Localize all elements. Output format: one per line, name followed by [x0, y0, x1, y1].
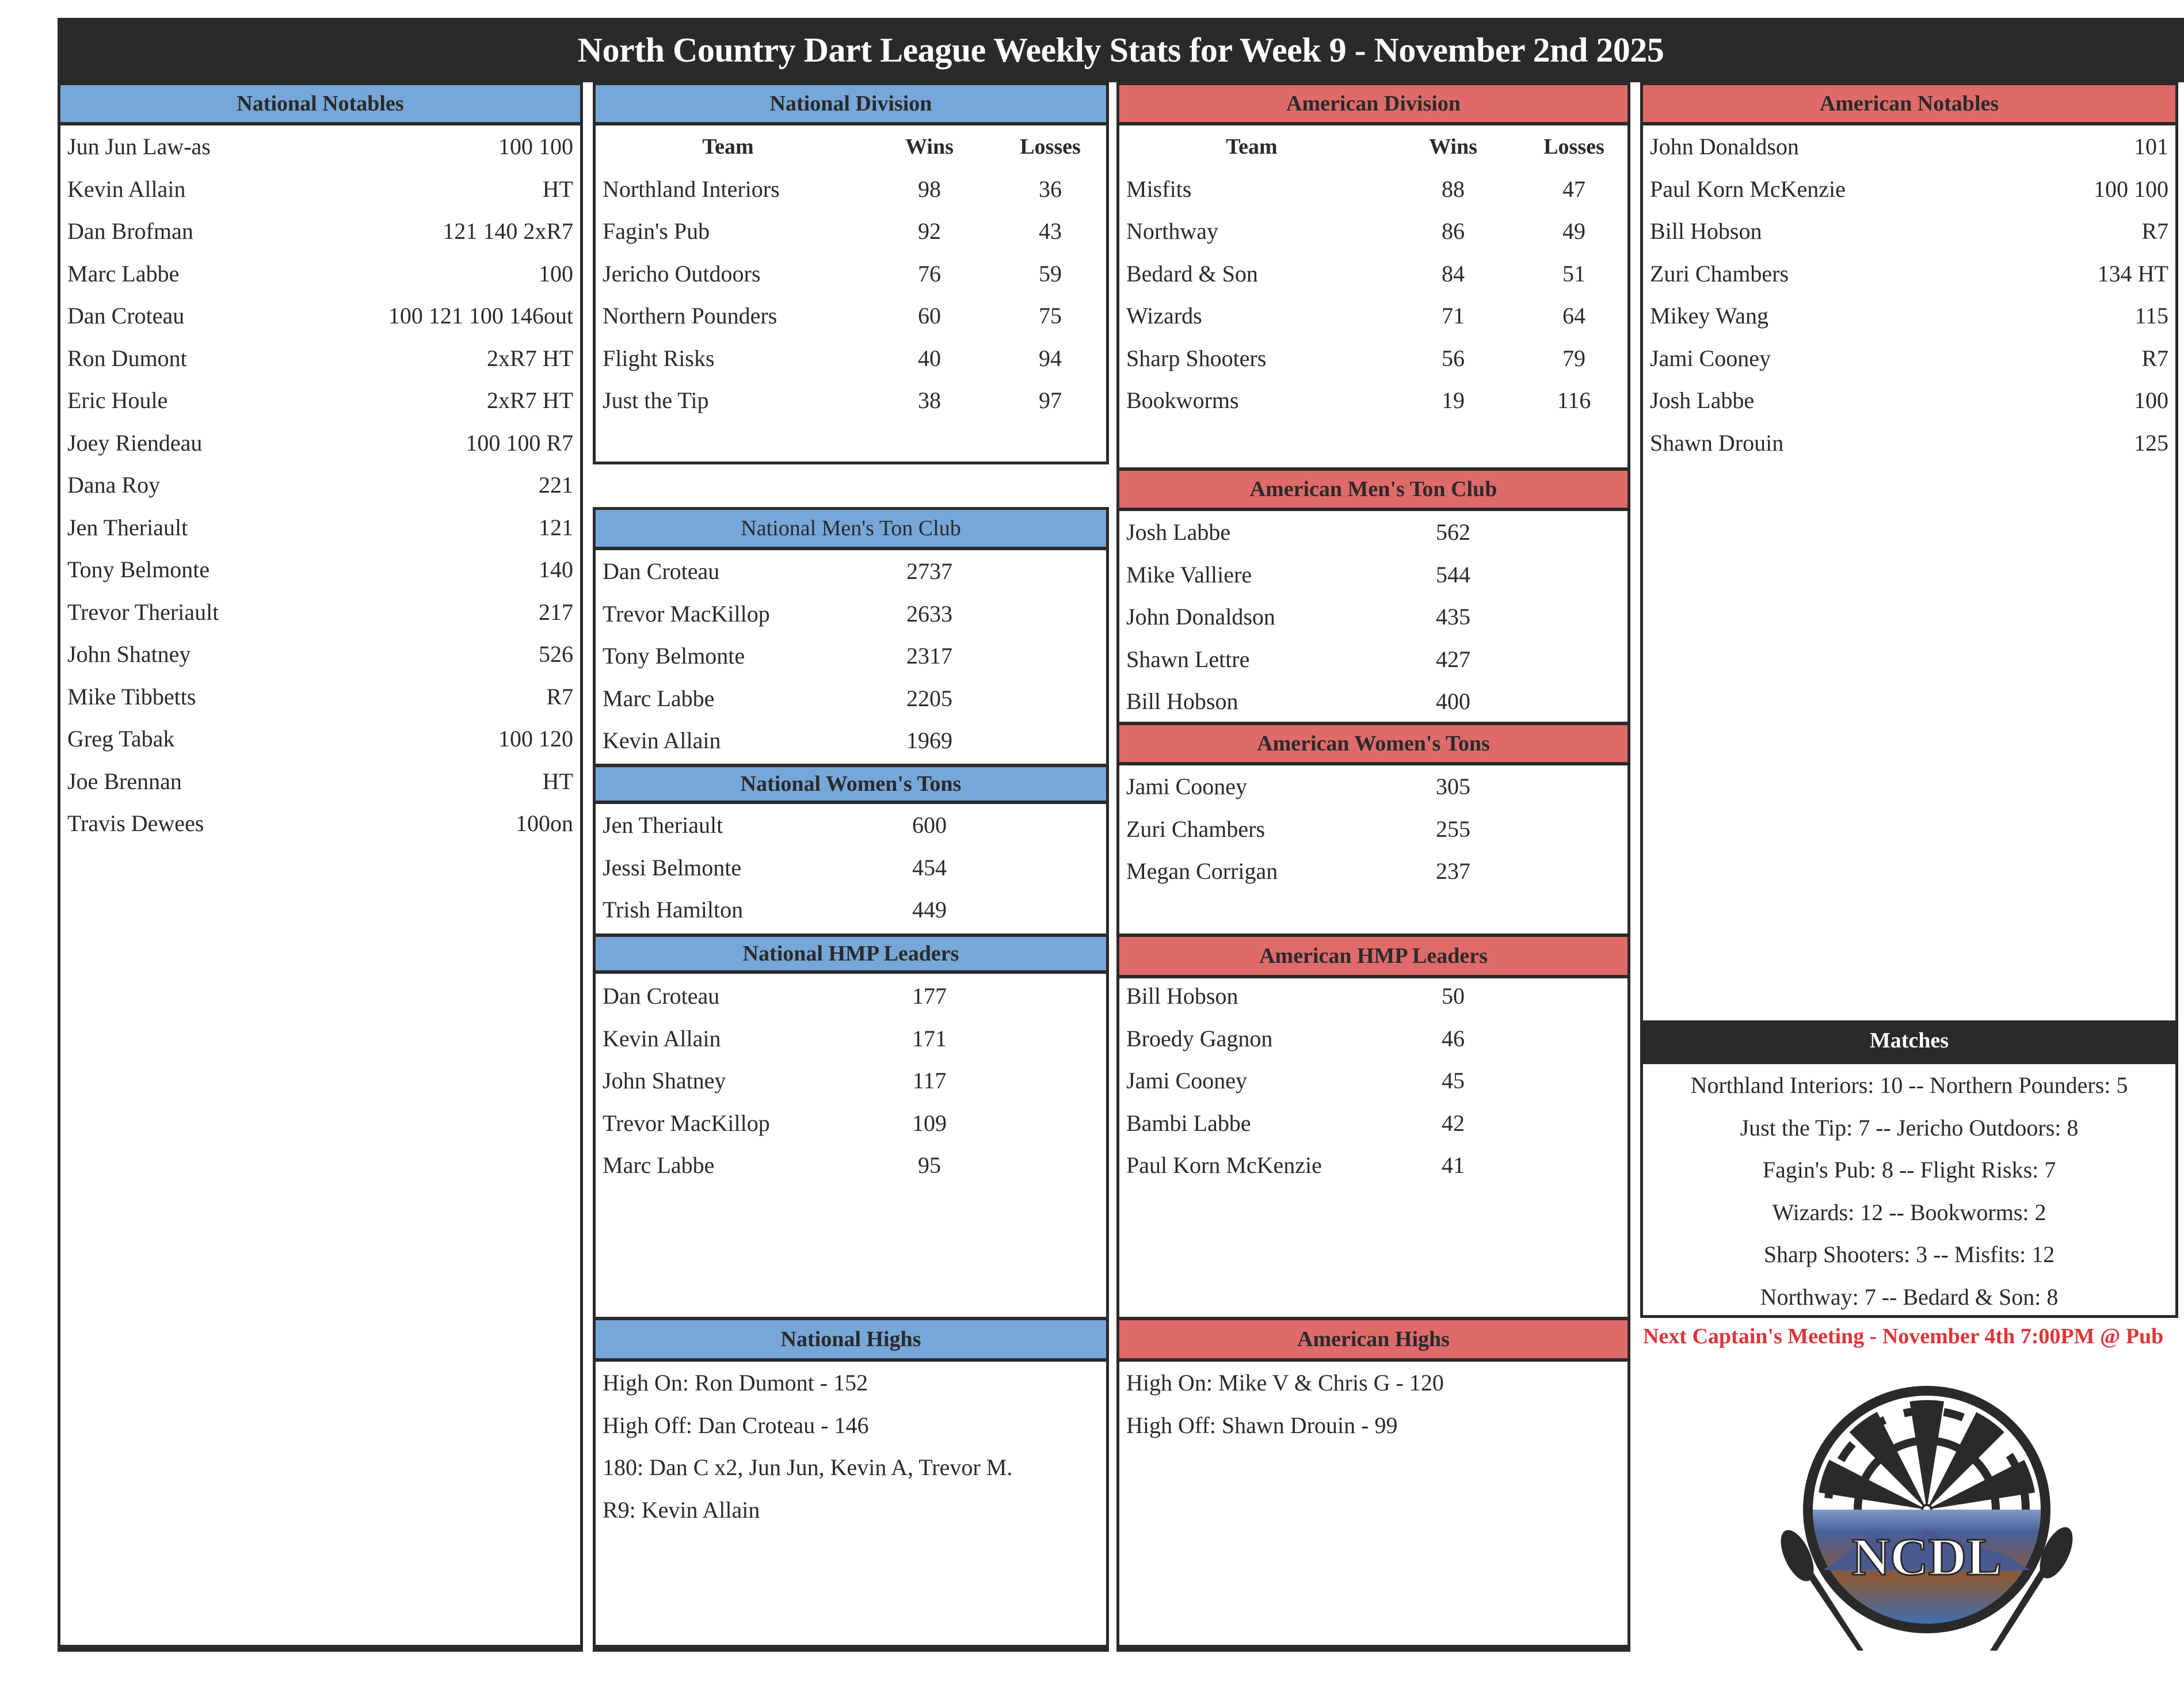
list-item: Dan Croteau 100 121 100 146out [67, 303, 573, 329]
list-item: Jami Cooney R7 [1650, 345, 2168, 371]
high-line: High On: Ron Dumont - 152 [603, 1370, 868, 1396]
list-item: John Donaldson 101 [1650, 134, 2168, 160]
list-item: Marc Labbe 95 [603, 1152, 941, 1179]
list-item: Ron Dumont 2xR7 HT [67, 345, 573, 371]
table-header: Team Wins Losses [702, 134, 1081, 159]
divider [593, 1645, 1109, 1652]
list-item: John Shatney 526 [67, 641, 573, 668]
list-item: Marc Labbe 100 [67, 260, 573, 287]
match-result: Wizards: 12 -- Bookworms: 2 [1772, 1199, 2046, 1225]
national-womens-tons-header: National Women's Tons [596, 764, 1106, 804]
american-division-header: American Division [1119, 85, 1627, 125]
list-item: Megan Corrigan 237 [1126, 858, 1470, 885]
high-line: High Off: Shawn Drouin - 99 [1126, 1412, 1398, 1438]
divider [58, 1645, 583, 1652]
matches-header: Matches [1643, 1020, 2175, 1064]
list-item: Greg Tabak 100 120 [67, 726, 573, 752]
list-item: Joe Brennan HT [67, 768, 573, 794]
list-item: Paul Korn McKenzie 41 [1126, 1152, 1465, 1179]
table-header: Team Wins Losses [1226, 134, 1604, 159]
captains-meeting-notice: Next Captain's Meeting - November 4th 7:00PM @ Pub [1643, 1324, 2164, 1348]
list-item: Zuri Chambers 134 HT [1650, 260, 2168, 287]
table-row: Jericho Outdoors 76 59 [603, 260, 1062, 287]
list-item: Tony Belmonte 2317 [603, 643, 952, 669]
list-item: Joey Riendeau 100 100 R7 [67, 429, 573, 456]
ncdl-logo [1771, 1380, 2082, 1651]
list-item: Shawn Drouin 125 [1650, 429, 2168, 456]
high-line: 180: Dan C x2, Jun Jun, Kevin A, Trevor M. [603, 1454, 1013, 1481]
list-item: Bambi Labbe 42 [1126, 1110, 1465, 1136]
list-item: John Donaldson 435 [1126, 604, 1470, 630]
match-result: Northland Interiors: 10 -- Northern Pounders: 5 [1690, 1072, 2128, 1099]
list-item: Dan Croteau 2737 [603, 558, 952, 585]
table-row: Northland Interiors 98 36 [603, 176, 1062, 202]
list-item: Zuri Chambers 255 [1126, 816, 1470, 842]
american-hmp-leaders-header: American HMP Leaders [1119, 933, 1627, 978]
high-line: R9: Kevin Allain [603, 1496, 760, 1523]
table-row: Fagin's Pub 92 43 [603, 218, 1062, 245]
list-item: Dan Brofman 121 140 2xR7 [67, 218, 573, 245]
list-item: Mikey Wang 115 [1650, 303, 2168, 329]
table-row: Flight Risks 40 94 [603, 345, 1062, 371]
table-row: Wizards 71 64 [1126, 303, 1585, 329]
table-row: Bedard & Son 84 51 [1126, 260, 1585, 287]
match-result: Northway: 7 -- Bedard & Son: 8 [1760, 1283, 2059, 1310]
list-item: Eric Houle 2xR7 HT [67, 387, 573, 414]
list-item: Jen Theriault 600 [603, 812, 947, 839]
list-item: Mike Valliere 544 [1126, 561, 1470, 588]
american-womens-tons-header: American Women's Tons [1119, 722, 1627, 765]
list-item: Jami Cooney 45 [1126, 1068, 1465, 1094]
list-item: Josh Labbe 562 [1126, 519, 1470, 546]
list-item: Trevor MacKillop 109 [603, 1110, 947, 1136]
list-item: Bill Hobson 400 [1126, 688, 1470, 715]
list-item: Bill Hobson 50 [1126, 983, 1465, 1009]
american-stats-panel [1116, 82, 1630, 1652]
list-item: Bill Hobson R7 [1650, 218, 2168, 245]
table-row: Bookworms 19 116 [1126, 387, 1591, 414]
national-highs-header: National Highs [596, 1317, 1106, 1362]
match-result: Fagin's Pub: 8 -- Flight Risks: 7 [1762, 1157, 2056, 1183]
national-division-panel [593, 82, 1109, 464]
list-item: Trevor Theriault 217 [67, 599, 573, 625]
divider [1116, 1645, 1630, 1652]
table-row: Just the Tip 38 97 [603, 387, 1062, 414]
national-stats-panel [593, 507, 1109, 1652]
svg-text:NCDL: NCDL [1851, 1527, 2002, 1586]
list-item: Kevin Allain 171 [603, 1025, 947, 1051]
list-item: Jessi Belmonte 454 [603, 854, 947, 881]
list-item: Kevin Allain 1969 [603, 727, 952, 754]
list-item: Tony Belmonte 140 [67, 557, 573, 583]
list-item: Jen Theriault 121 [67, 514, 573, 540]
list-item: Broedy Gagnon 46 [1126, 1025, 1465, 1051]
page-title: North Country Dart League Weekly Stats for Week 9 - November 2nd 2025 [58, 18, 2184, 82]
national-mens-ton-club-header: National Men's Ton Club [596, 510, 1106, 550]
dartboard-logo-icon [1771, 1380, 2082, 1651]
list-item: Dana Roy 221 [67, 472, 573, 498]
list-item: Trish Hamilton 449 [603, 897, 947, 923]
table-row: Sharp Shooters 56 79 [1126, 345, 1585, 371]
national-hmp-leaders-header: National HMP Leaders [596, 933, 1106, 974]
national-notables-panel [58, 82, 583, 1652]
high-line: High Off: Dan Croteau - 146 [603, 1412, 869, 1438]
national-division-header: National Division [596, 85, 1106, 125]
list-item: Josh Labbe 100 [1650, 387, 2168, 414]
table-row: Northern Pounders 60 75 [603, 303, 1062, 329]
high-line: High On: Mike V & Chris G - 120 [1126, 1370, 1444, 1396]
american-notables-panel [1640, 82, 2178, 1318]
american-notables-header: American Notables [1643, 85, 2175, 125]
national-notables-header: National Notables [60, 85, 580, 125]
list-item: Travis Dewees 100on [67, 810, 573, 837]
match-result: Just the Tip: 7 -- Jericho Outdoors: 8 [1740, 1114, 2079, 1141]
list-item: Jun Jun Law-as 100 100 [67, 134, 573, 160]
list-item: Jami Cooney 305 [1126, 773, 1470, 800]
american-highs-header: American Highs [1119, 1317, 1627, 1362]
list-item: Marc Labbe 2205 [603, 685, 952, 711]
list-item: Shawn Lettre 427 [1126, 646, 1470, 672]
american-mens-ton-club-header: American Men's Ton Club [1119, 467, 1627, 511]
list-item: Mike Tibbetts R7 [67, 683, 573, 710]
list-item: Trevor MacKillop 2633 [603, 600, 952, 627]
list-item: Paul Korn McKenzie 100 100 [1650, 176, 2168, 202]
table-row: Northway 86 49 [1126, 218, 1585, 245]
list-item: Dan Croteau 177 [603, 983, 947, 1009]
table-row: Misfits 88 47 [1126, 176, 1585, 202]
match-result: Sharp Shooters: 3 -- Misfits: 12 [1763, 1241, 2055, 1268]
list-item: John Shatney 117 [603, 1068, 947, 1094]
list-item: Kevin Allain HT [67, 176, 573, 202]
